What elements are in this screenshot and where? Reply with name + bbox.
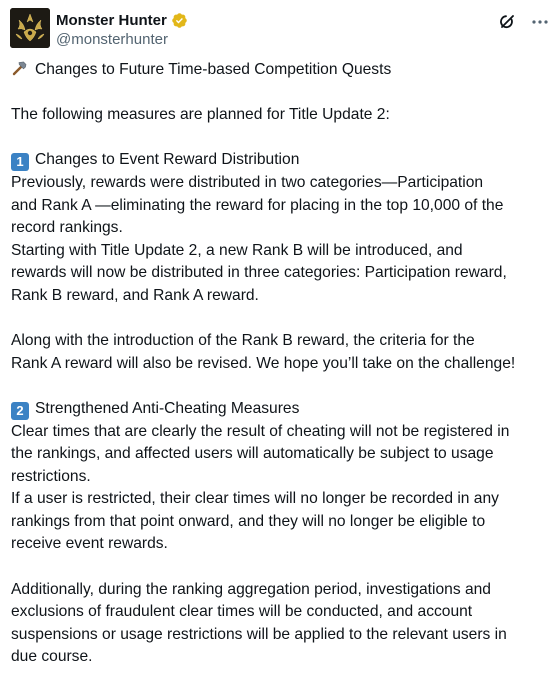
monster-hunter-logo-icon <box>10 8 50 48</box>
post-intro: The following measures are planned for Title Update 2: <box>11 106 390 124</box>
header-actions <box>498 12 550 32</box>
section1-line: Previously, rewards were distributed in two categories—Participation <box>11 173 484 191</box>
section2-para2-line: exclusions of fraudulent clear times will be conducted, and account <box>11 603 473 621</box>
section1-line: Starting with Title Update 2, a new Rank B will be introduced, and <box>11 241 463 259</box>
section2-para2-line: Additionally, during the ranking aggregation period, investigations and <box>11 580 491 598</box>
section2-line: restrictions. <box>11 467 91 485</box>
section1-heading-line <box>11 149 551 172</box>
handle[interactable]: @monsterhunter <box>56 31 168 48</box>
display-name-row <box>56 10 188 30</box>
section1-line: Rank B reward, and Rank A reward. <box>11 286 259 304</box>
section1-heading: Changes to Event Reward Distribution <box>35 151 300 169</box>
verified-badge-icon[interactable] <box>171 12 188 29</box>
keycap-2-icon: 2 <box>11 402 29 420</box>
grok-icon[interactable] <box>498 12 518 32</box>
post-title-line <box>11 59 551 82</box>
section2-line: rankings from that point onward, and they will no longer be eligible to <box>11 512 486 530</box>
post-title: Changes to Future Time-based Competition Quests <box>35 61 392 78</box>
avatar[interactable] <box>10 8 50 48</box>
section1-para2-line: Along with the introduction of the Rank B reward, the criteria for the <box>11 332 475 350</box>
section1-para2-line: Rank A reward will also be revised. We hope you’ll take on the challenge! <box>11 354 516 372</box>
section1-line: record rankings. <box>11 219 123 237</box>
section2-para2-line: suspensions or usage restrictions will be applied to the relevant users in <box>11 625 507 643</box>
display-name[interactable]: Monster Hunter <box>56 11 167 29</box>
keycap-1-icon: 1 <box>11 153 29 171</box>
section2-line: receive event rewards. <box>11 535 168 553</box>
more-options-icon[interactable] <box>530 12 550 32</box>
section1-line: and Rank A —eliminating the reward for placing in the top 10,000 of the <box>11 196 504 214</box>
post-header <box>10 8 550 50</box>
hammer-emoji-icon <box>11 59 29 77</box>
section2-line: If a user is restricted, their clear times will no longer be recorded in any <box>11 490 499 508</box>
post-body <box>11 59 551 669</box>
section2-para2-line: due course. <box>11 648 93 666</box>
section2-heading: Strengthened Anti-Cheating Measures <box>35 399 300 417</box>
section2-line: the rankings, and affected users will automatically be subject to usage <box>11 445 494 463</box>
section1-line: rewards will now be distributed in three categories: Participation reward, <box>11 264 507 282</box>
section2-line: Clear times that are clearly the result of cheating will not be registered in <box>11 422 510 440</box>
section2-heading-line <box>11 398 551 421</box>
author-block <box>56 10 188 48</box>
